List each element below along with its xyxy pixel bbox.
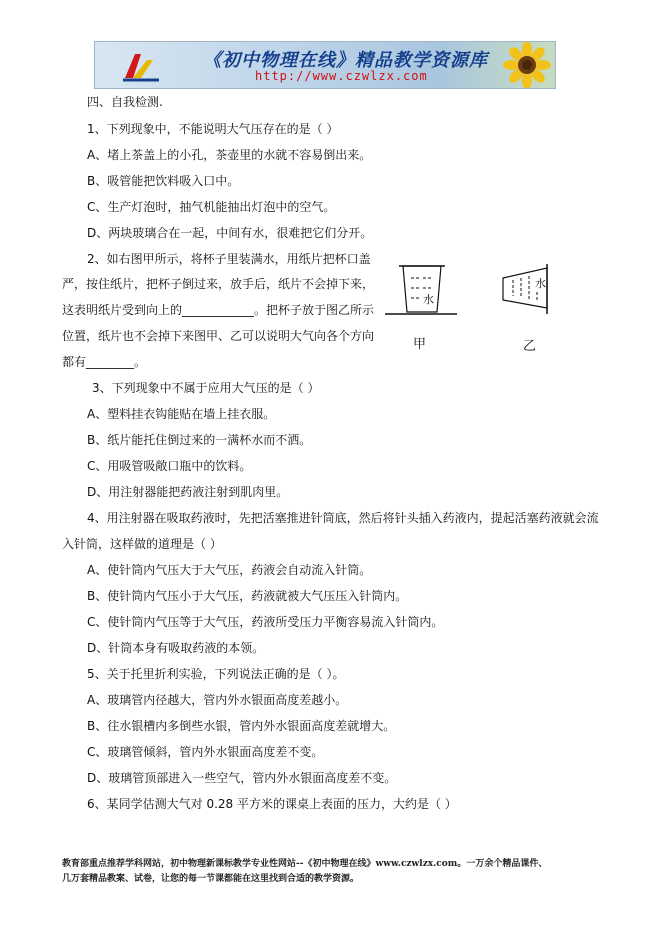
text-line: D、玻璃管顶部进入一些空气，管内外水银面高度差不变。 — [87, 771, 397, 785]
text-line: 位置，纸片也不会掉下来图甲、乙可以说明大气向各个方向 — [62, 329, 375, 343]
banner-url: http://www.czwlzx.com — [255, 69, 428, 83]
text-line: C、生产灯泡时，抽气机能抽出灯泡中的空气。 — [87, 200, 336, 214]
water-label-yi: 水 — [535, 277, 546, 290]
text-line: B、往水银槽内多倒些水银，管内外水银面高度差就增大。 — [87, 719, 396, 733]
text-line: B、纸片能托住倒过来的一满杯水而不洒。 — [87, 433, 312, 447]
text-line: C、使针筒内气压等于大气压，药液所受压力平衡容易流入针筒内。 — [87, 615, 444, 629]
text-line: A、塑料挂衣钩能贴在墙上挂衣服。 — [87, 407, 276, 421]
sunflower-icon — [493, 41, 553, 89]
text-line: C、玻璃管倾斜，管内外水银面高度差不变。 — [87, 745, 324, 759]
text-line: A、堵上茶盖上的小孔，茶壶里的水就不容易倒出来。 — [87, 148, 372, 162]
text-line: B、吸管能把饮料吸入口中。 — [87, 174, 240, 188]
text-line: A、使针筒内气压大于大气压，药液会自动流入针筒。 — [87, 563, 372, 577]
text-line: 都有________。 — [62, 355, 147, 369]
text-line: A、玻璃管内径越大，管内外水银面高度差越小。 — [87, 693, 348, 707]
figure-label-jia: 甲 — [413, 337, 427, 352]
text-line: 6、某同学估测大气对 0.28 平方米的课桌上表面的压力，大约是（ ） — [87, 797, 457, 811]
footer-line-1: 教育部重点推荐学科网站，初中物理新课标教学专业性网站--《初中物理在线》www.czwlzx.com。一万余个精品课件、 — [62, 859, 548, 869]
cup-figure — [385, 262, 575, 358]
water-label-jia: 水 — [423, 293, 434, 306]
site-logo-icon — [121, 50, 161, 82]
footer-line-2: 几万套精品教案、试卷，让您的每一节课都能在这里找到合适的教学资源。 — [62, 874, 360, 884]
cup-figure-jia — [385, 266, 457, 352]
text-line: D、用注射器能把药液注射到肌肉里。 — [87, 485, 289, 499]
banner-title: 《初中物理在线》精品教学资源库 — [203, 50, 488, 71]
text-line: C、用吸管吸敞口瓶中的饮料。 — [87, 459, 252, 473]
text-line: B、使针筒内气压小于大气压，药液就被大气压压入针筒内。 — [87, 589, 408, 603]
text-line: 5、关于托里折利实验，下列说法正确的是（ ）。 — [87, 667, 345, 681]
text-line: 1、下列现象中，不能说明大气压存在的是（ ） — [87, 122, 339, 136]
figure-label-yi: 乙 — [523, 339, 537, 354]
text-line: 2、如右图甲所示，将杯子里装满水，用纸片把杯口盖 — [87, 252, 371, 266]
text-line: 4、用注射器在吸取药液时，先把活塞推进针筒底，然后将针头插入药液内，提起活塞药液就会流 — [87, 511, 599, 525]
text-line: 3、下列现象中不属于应用大气压的是（ ） — [92, 381, 320, 395]
text-line: 入针筒，这样做的道理是（ ） — [62, 537, 222, 551]
text-line: 四、自我检测. — [87, 95, 163, 109]
text-line: D、针筒本身有吸取药液的本领。 — [87, 641, 265, 655]
text-line: 这表明纸片受到向上的____________。把杯子放于图乙所示 — [62, 303, 375, 317]
text-line: D、两块玻璃合在一起，中间有水，很难把它们分开。 — [87, 226, 373, 240]
header-banner — [94, 41, 556, 89]
text-line: 严，按住纸片，把杯子倒过来，放手后，纸片不会掉下来， — [62, 277, 375, 291]
cup-figure-yi — [503, 264, 547, 354]
